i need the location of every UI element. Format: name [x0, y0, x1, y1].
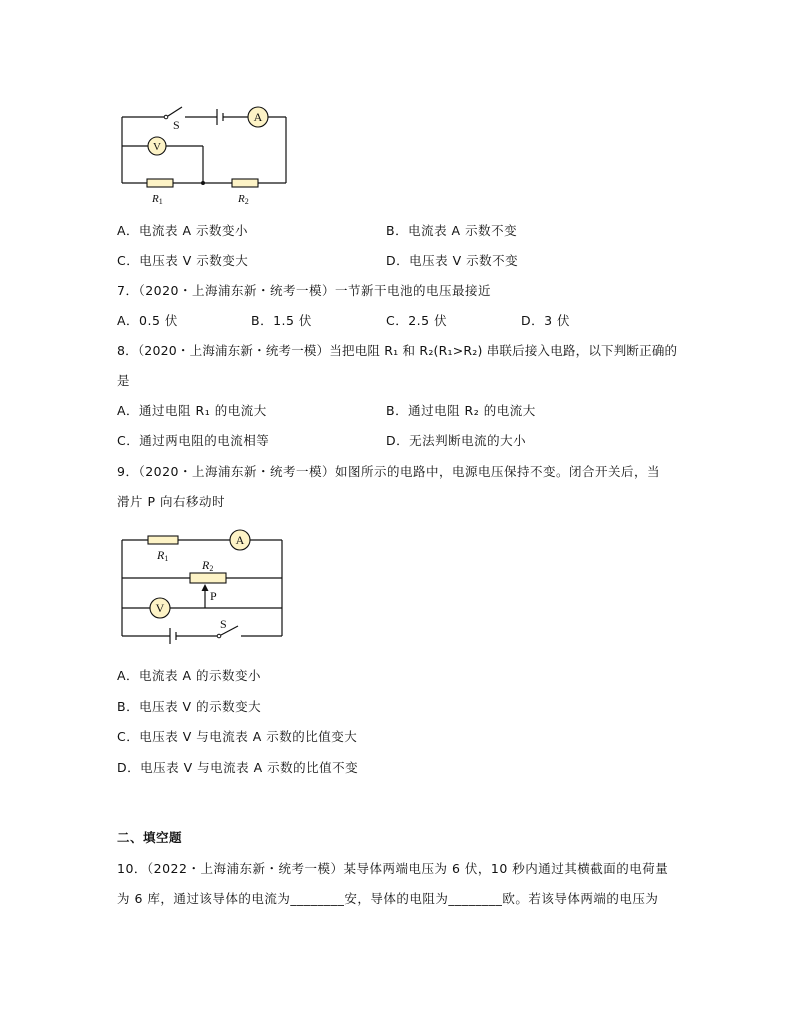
- q8-option-b: B．通过电阻 R₂ 的电流大: [386, 403, 536, 418]
- rheostat-r2: [190, 573, 226, 583]
- circuit-diagram-1: [110, 95, 300, 210]
- q7-option-d: D．3 伏: [521, 313, 571, 328]
- r1-label: R1: [152, 193, 163, 206]
- resistor-r2: [232, 179, 258, 187]
- switch-label: S: [220, 617, 227, 631]
- q6-option-c: C．电压表 V 示数变大: [117, 253, 249, 268]
- q8-stem-line2: 是: [117, 373, 131, 388]
- switch-contact: [164, 115, 168, 119]
- q8-stem-line1: 8．（2020・上海浦东新・统考一模）当把电阻 R₁ 和 R₂(R₁>R₂) 串联后接入电路，以下判断正确的: [117, 343, 678, 358]
- q6-option-b: B．电流表 A 示数不变: [386, 223, 518, 238]
- slider-label: P: [210, 589, 217, 603]
- q10-line1: 10．（2022・上海浦东新・统考一模）某导体两端电压为 6 伏，10 秒内通过其横截面的电荷量: [117, 861, 669, 876]
- slider-arrow: [202, 584, 209, 591]
- section-heading: 二、填空题: [117, 830, 183, 845]
- svg-text:A: A: [253, 110, 263, 124]
- q7-option-a: A．0.5 伏: [117, 313, 178, 328]
- svg-text:V: V: [153, 141, 161, 153]
- q9-stem-line2: 滑片 P 向右移动时: [117, 494, 225, 509]
- voltmeter-icon: [150, 598, 170, 618]
- switch-lever: [168, 107, 182, 116]
- q9-option-d: D．电压表 V 与电流表 A 示数的比值不变: [117, 760, 359, 775]
- q8-option-d: D．无法判断电流的大小: [386, 433, 527, 448]
- resistor-r1: [148, 536, 178, 544]
- switch-contact: [217, 634, 221, 638]
- q7-stem: 7．（2020・上海浦东新・统考一模）一节新干电池的电压最接近: [117, 283, 492, 298]
- r2-label: R2: [238, 193, 249, 206]
- q9-option-c: C．电压表 V 与电流表 A 示数的比值变大: [117, 729, 358, 744]
- node-dot: [201, 181, 205, 185]
- q9-stem-line1: 9．（2020・上海浦东新・统考一模）如图所示的电路中，电源电压保持不变。闭合开关后，当: [117, 464, 661, 479]
- q8-option-c: C．通过两电阻的电流相等: [117, 433, 270, 448]
- q9-option-a: A．电流表 A 的示数变小: [117, 668, 262, 683]
- r1-label: R1: [157, 548, 169, 563]
- q6-option-d: D．电压表 V 示数不变: [386, 253, 519, 268]
- ammeter-icon: [248, 107, 268, 127]
- q8-option-a: A．通过电阻 R₁ 的电流大: [117, 403, 267, 418]
- r2-label: R2: [202, 558, 214, 573]
- q7-option-c: C．2.5 伏: [386, 313, 448, 328]
- resistor-r1: [147, 179, 173, 187]
- voltmeter-icon: [148, 137, 166, 155]
- svg-text:A: A: [235, 533, 245, 547]
- circuit-diagram-2: [110, 525, 300, 650]
- switch-label: S: [173, 118, 180, 132]
- q6-option-a: A．电流表 A 示数变小: [117, 223, 249, 238]
- q10-line2: 为 6 库，通过该导体的电流为________安，导体的电阻为________欧。若该导体两端的电压为: [117, 891, 659, 906]
- svg-text:V: V: [155, 601, 165, 615]
- ammeter-icon: [230, 530, 250, 550]
- q7-option-b: B．1.5 伏: [251, 313, 312, 328]
- q9-option-b: B．电压表 V 的示数变大: [117, 699, 262, 714]
